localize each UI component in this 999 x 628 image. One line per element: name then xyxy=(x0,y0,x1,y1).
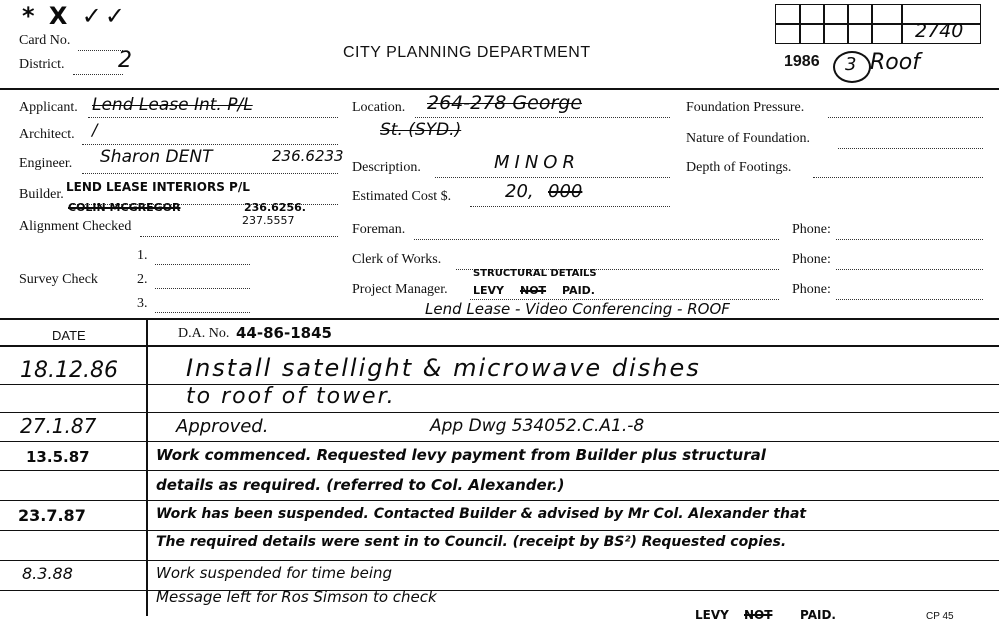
estimated-cost-value: 20, xyxy=(505,181,534,202)
estimated-cost-struck: 000 xyxy=(548,181,583,202)
log-entry-extra: App Dwg 534052.C.A1.-8 xyxy=(430,416,645,436)
alignment-label: Alignment Checked xyxy=(19,219,132,234)
survey-3: 3. xyxy=(137,296,148,311)
footer-levy-struck: NOT xyxy=(744,608,773,622)
clerk-label: Clerk of Works. xyxy=(352,252,442,267)
log-entry-text: details as required. (referred to Col. Alexander.) xyxy=(156,476,565,494)
roof-note: Roof xyxy=(870,50,920,75)
project-manager-label: Project Manager. xyxy=(352,282,448,297)
log-date: 23.7.87 xyxy=(18,506,86,525)
log-entry-text: to roof of tower. xyxy=(186,384,396,409)
handwritten-marks: * X ✓✓ xyxy=(22,2,128,30)
estimated-cost-label: Estimated Cost $. xyxy=(352,189,452,204)
log-entry-text: Work suspended for time being xyxy=(156,564,393,582)
date-header: DATE xyxy=(52,328,86,343)
builder-value: LEND LEASE INTERIORS P/L xyxy=(66,180,250,194)
engineer-phone: 236.6233 xyxy=(272,147,344,165)
log-date: 27.1.87 xyxy=(20,414,97,438)
builder-phone-2: 237.5557 xyxy=(242,214,295,227)
subtitle-note: Lend Lease - Video Conferencing - ROOF xyxy=(425,300,730,318)
location-value-2: St. (SYD.) xyxy=(380,120,462,140)
year: 1986 xyxy=(784,53,820,70)
architect-value: / xyxy=(92,120,98,139)
builder-phone-1: 236.6256. xyxy=(244,201,306,214)
survey-2: 2. xyxy=(137,272,148,287)
circled-number: 3 xyxy=(833,51,871,83)
builder-struck: COLIN MCGREGOR xyxy=(68,201,181,214)
log-date: 13.5.87 xyxy=(26,448,90,466)
header-divider xyxy=(0,88,999,90)
project-manager-note: STRUCTURAL DETAILS xyxy=(473,268,597,279)
foreman-label: Foreman. xyxy=(352,222,406,237)
location-value-1: 264-278 George xyxy=(427,92,583,114)
log-date: 18.12.86 xyxy=(20,358,118,383)
foundation-pressure-label: Foundation Pressure. xyxy=(686,100,805,115)
builder-label: Builder. xyxy=(19,187,64,202)
footer-paid: PAID. xyxy=(800,608,836,622)
log-entry-text: Approved. xyxy=(176,416,269,437)
architect-label: Architect. xyxy=(19,127,75,142)
survey-1: 1. xyxy=(137,248,148,263)
log-entry-text: Install satellight & microwave dishes xyxy=(186,354,701,382)
log-entry-text: Work has been suspended. Contacted Builder & advised by Mr Col. Alexander that xyxy=(156,506,807,522)
location-label: Location. xyxy=(352,100,406,115)
description-value: MINOR xyxy=(494,152,580,173)
phone-label-1: Phone: xyxy=(792,222,831,237)
project-manager-value: LEVY xyxy=(473,284,505,297)
phone-label-2: Phone: xyxy=(792,252,831,267)
nature-label: Nature of Foundation. xyxy=(686,131,811,146)
applicant-value: Lend Lease Int. P/L xyxy=(92,95,253,115)
project-manager-paid: PAID. xyxy=(562,284,595,297)
form-code: CP 45 xyxy=(926,611,954,622)
log-header-divider xyxy=(0,345,999,347)
depth-label: Depth of Footings. xyxy=(686,160,792,175)
card-number: 2740 xyxy=(915,20,964,42)
project-manager-struck: NOT xyxy=(520,284,547,297)
engineer-label: Engineer. xyxy=(19,156,73,171)
log-entry-text: Work commenced. Requested levy payment from Builder plus structural xyxy=(156,446,766,464)
da-value: 44-86-1845 xyxy=(236,324,332,342)
log-entry-text: Message left for Ros Simson to check xyxy=(156,588,437,606)
da-label: D.A. No. xyxy=(178,326,230,341)
district-label: District. xyxy=(19,57,65,72)
log-date: 8.3.88 xyxy=(22,564,73,583)
department-title: CITY PLANNING DEPARTMENT xyxy=(343,44,591,61)
engineer-value: Sharon DENT xyxy=(100,147,213,167)
phone-label-3: Phone: xyxy=(792,282,831,297)
log-entry-text: The required details were sent in to Council. (receipt by BS²) Requested copies. xyxy=(156,534,787,550)
description-label: Description. xyxy=(352,160,421,175)
card-no-label: Card No. xyxy=(19,33,71,48)
applicant-label: Applicant. xyxy=(19,100,78,115)
district-value: 2 xyxy=(118,48,132,73)
log-top-divider xyxy=(0,318,999,320)
date-column-divider xyxy=(146,318,148,616)
survey-label: Survey Check xyxy=(19,272,98,287)
footer-levy: LEVY xyxy=(695,608,729,622)
